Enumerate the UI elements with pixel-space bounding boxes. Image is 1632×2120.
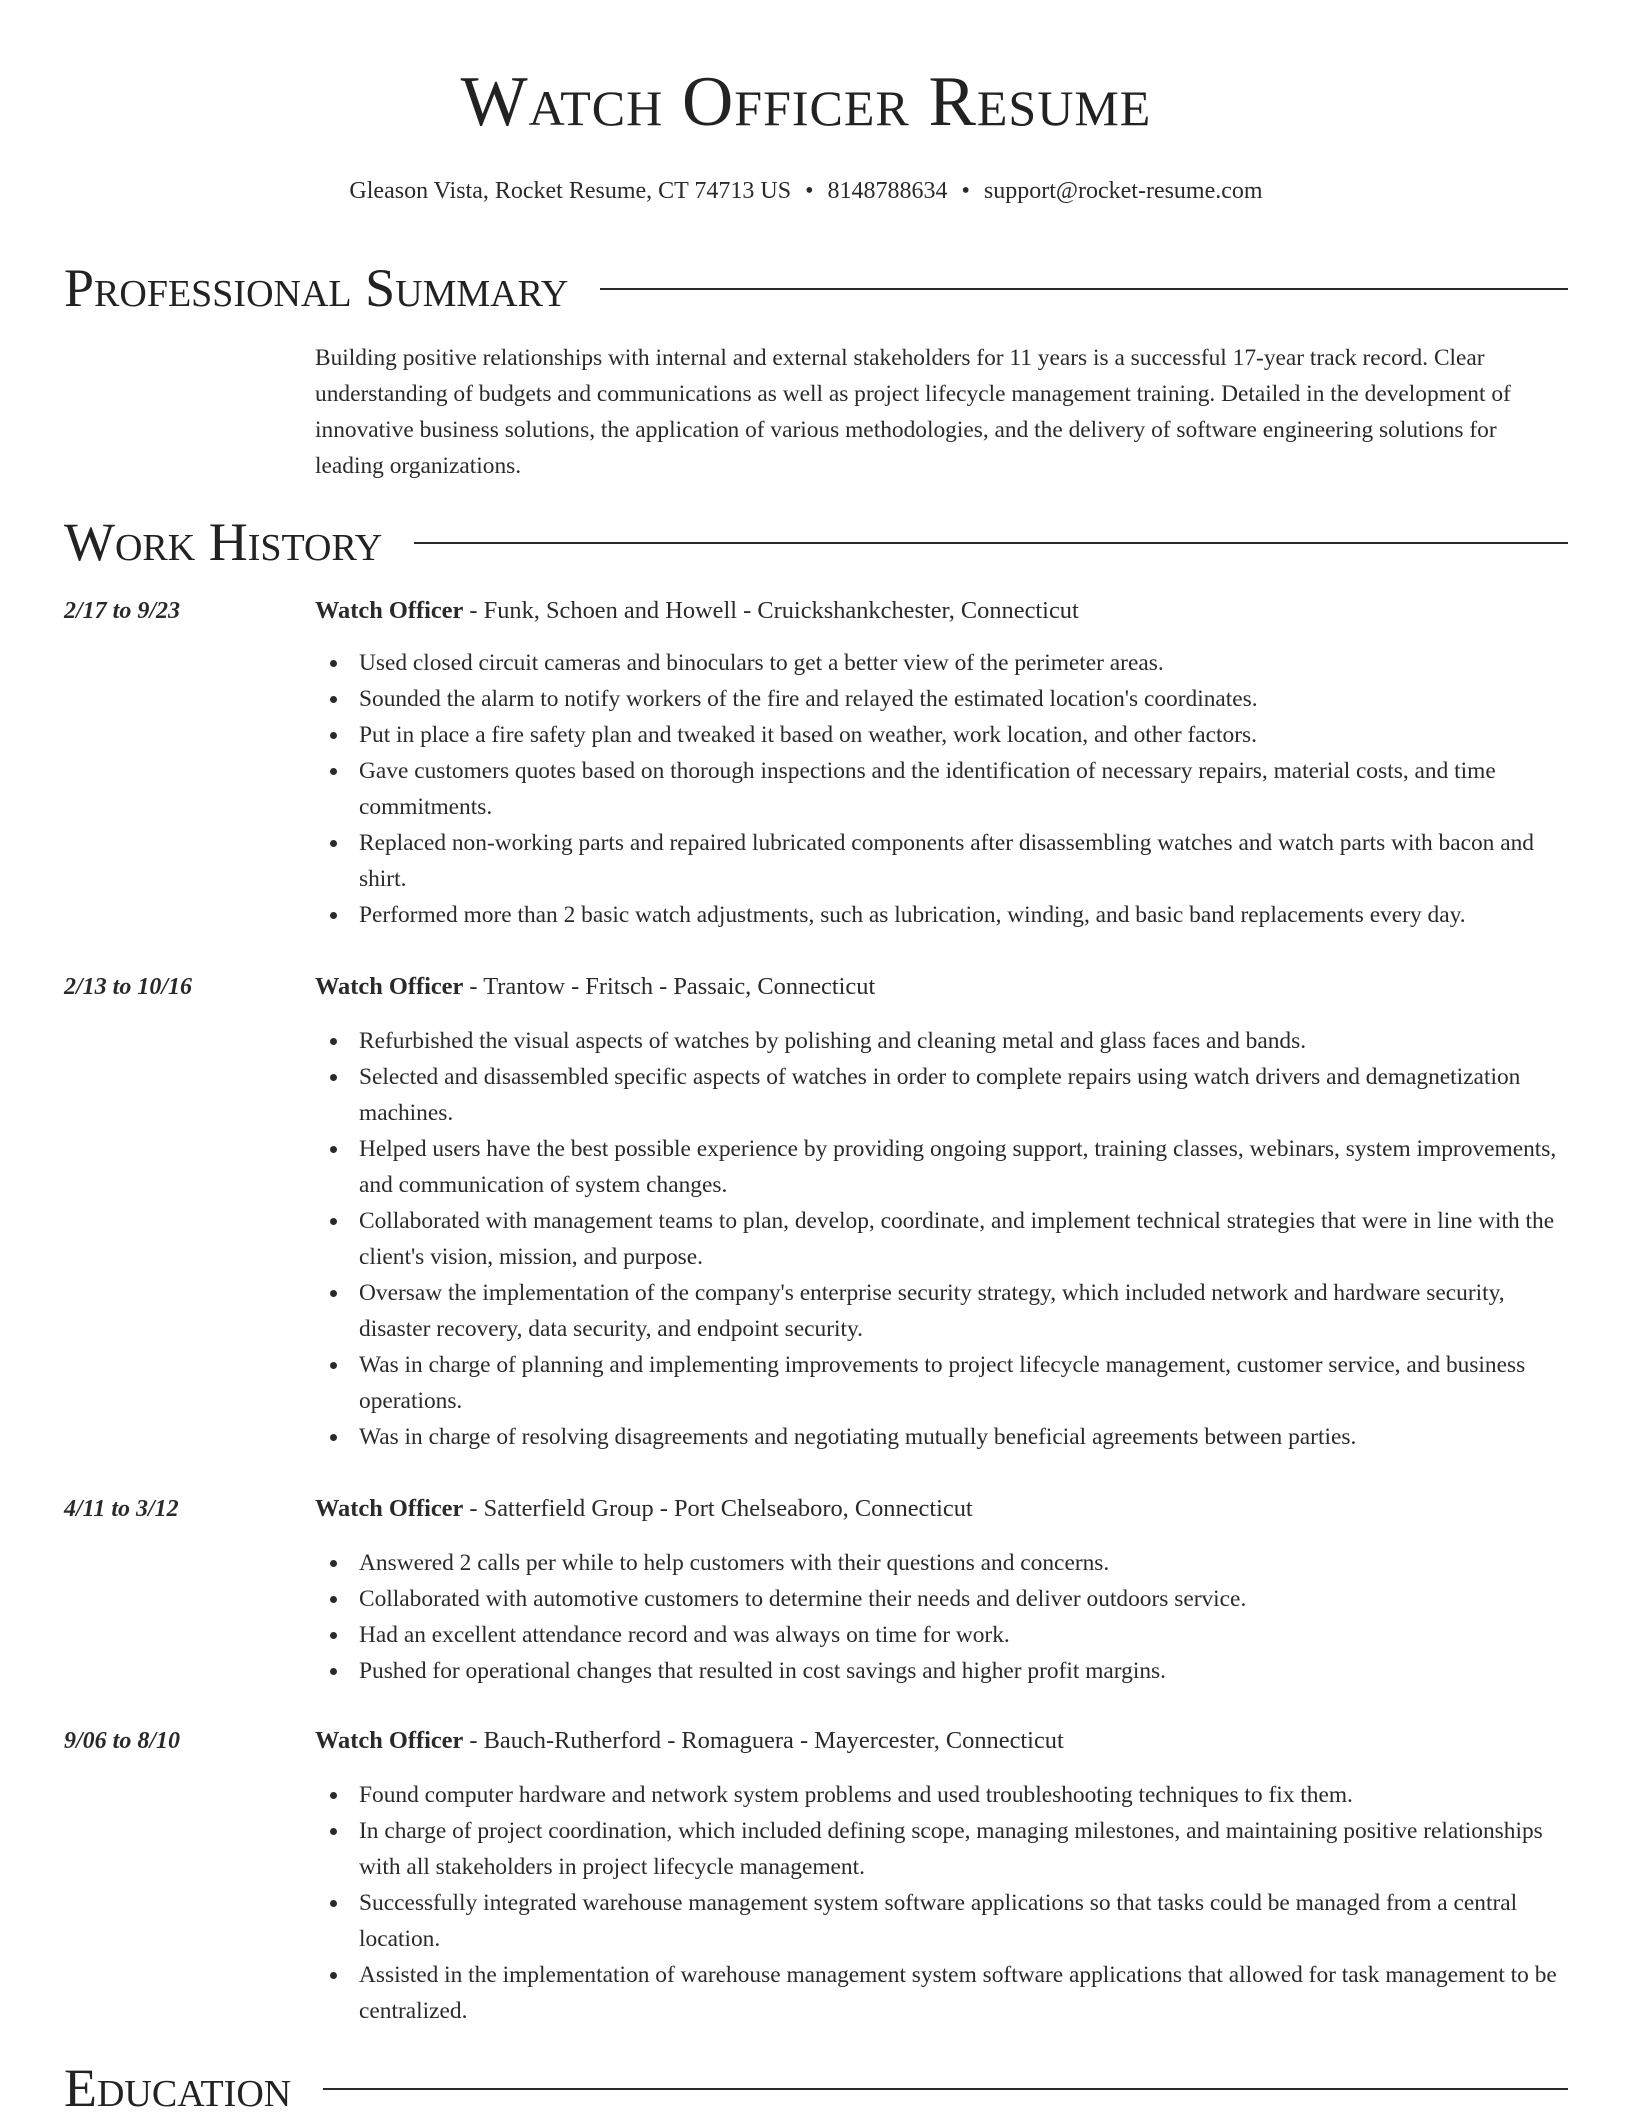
- job-bullet: Used closed circuit cameras and binoculars to get a better view of the perimeter areas.: [315, 645, 1568, 681]
- job-title: Watch Officer: [315, 1727, 464, 1754]
- work-heading: Work History: [64, 512, 383, 572]
- job-bullet: Replaced non-working parts and repaired lubricated components after disassembling watches and watch parts with bacon and shirt.: [315, 825, 1568, 897]
- job-heading: [315, 594, 1568, 628]
- job-bullet-list: [315, 1777, 1568, 2029]
- job-title: Watch Officer: [315, 1495, 464, 1522]
- contact-separator: •: [805, 178, 814, 204]
- job-bullet: Answered 2 calls per while to help customers with their questions and concerns.: [315, 1545, 1568, 1581]
- contact-email: support@rocket-resume.com: [983, 178, 1263, 204]
- section-divider: [414, 542, 1568, 544]
- job-dates: 2/17 to 9/23: [64, 598, 181, 624]
- section-divider: [600, 288, 1568, 290]
- contact-address: Gleason Vista, Rocket Resume, CT 74713 US: [349, 178, 792, 204]
- job-title: Watch Officer: [315, 973, 464, 1000]
- job-dates: 9/06 to 8/10: [64, 1728, 181, 1754]
- contact-phone: 8148788634: [827, 178, 948, 204]
- job-employer: - Trantow - Fritsch - Passaic, Connecticut: [463, 973, 876, 1000]
- job-bullet: Oversaw the implementation of the company's enterprise security strategy, which included network and hardware security, disaster recovery, data security, and endpoint security.: [315, 1275, 1568, 1347]
- job-bullet: Helped users have the best possible experience by providing ongoing support, training classes, webinars, system improvements, and communication of system changes.: [315, 1131, 1568, 1203]
- summary-section-header: [64, 256, 1568, 320]
- summary-text: Building positive relationships with internal and external stakeholders for 11 years is a successful 17-year track record. Clear understanding of budgets and communications as well as project lifecycle management training. Detailed in the development of innovative business solutions, the application of various methodologies, and the delivery of software engineering solutions for leading organizations.: [315, 345, 1511, 479]
- job-bullet-list: [315, 1023, 1568, 1455]
- job-bullet: Selected and disassembled specific aspects of watches in order to complete repairs using watch drivers and demagnetization machines.: [315, 1059, 1568, 1131]
- job-bullet: Put in place a fire safety plan and tweaked it based on weather, work location, and other factors.: [315, 717, 1568, 753]
- job-bullet: Sounded the alarm to notify workers of the fire and relayed the estimated location's coordinates.: [315, 681, 1568, 717]
- job-bullet: Collaborated with automotive customers to determine their needs and deliver outdoors service.: [315, 1581, 1568, 1617]
- job-bullet: Was in charge of planning and implementing improvements to project lifecycle management, customer service, and business operations.: [315, 1347, 1568, 1419]
- job-dates: 2/13 to 10/16: [64, 974, 193, 1000]
- education-heading: Education: [64, 2058, 292, 2118]
- contact-line: [0, 174, 1612, 208]
- section-divider: [323, 2088, 1568, 2090]
- resume-title: Watch Officer Resume: [460, 63, 1152, 141]
- job-bullet: Successfully integrated warehouse management system software applications so that tasks could be managed from a central location.: [315, 1885, 1568, 1957]
- summary-heading: Professional Summary: [64, 258, 569, 318]
- job-heading: [315, 1492, 1568, 1526]
- job-heading: [315, 970, 1568, 1004]
- job-dates: 4/11 to 3/12: [64, 1496, 179, 1522]
- job-bullet: In charge of project coordination, which included defining scope, managing milestones, and maintaining positive relationships with all stakeholders in project lifecycle management.: [315, 1813, 1568, 1885]
- job-employer: - Funk, Schoen and Howell - Cruickshankchester, Connecticut: [463, 597, 1079, 624]
- job-bullet-list: [315, 1545, 1568, 1689]
- education-section-header: [64, 2056, 1568, 2120]
- work-section-header: [64, 510, 1568, 574]
- job-bullet: Collaborated with management teams to plan, develop, coordinate, and implement technical strategies that were in line with the client's vision, mission, and purpose.: [315, 1203, 1568, 1275]
- job-bullet: Refurbished the visual aspects of watches by polishing and cleaning metal and glass faces and bands.: [315, 1023, 1568, 1059]
- job-employer: - Bauch-Rutherford - Romaguera - Mayercester, Connecticut: [463, 1727, 1064, 1754]
- job-bullet: Was in charge of resolving disagreements and negotiating mutually beneficial agreements between parties.: [315, 1419, 1568, 1455]
- job-bullet-list: [315, 645, 1568, 933]
- job-heading: [315, 1724, 1568, 1758]
- job-bullet: Pushed for operational changes that resulted in cost savings and higher profit margins.: [315, 1653, 1568, 1689]
- job-title: Watch Officer: [315, 597, 464, 624]
- job-bullet: Found computer hardware and network system problems and used troubleshooting techniques to fix them.: [315, 1777, 1568, 1813]
- job-employer: - Satterfield Group - Port Chelseaboro, Connecticut: [463, 1495, 973, 1522]
- contact-separator: •: [961, 178, 970, 204]
- job-bullet: Gave customers quotes based on thorough inspections and the identification of necessary repairs, material costs, and time commitments.: [315, 753, 1568, 825]
- job-bullet: Had an excellent attendance record and was always on time for work.: [315, 1617, 1568, 1653]
- job-bullet: Performed more than 2 basic watch adjustments, such as lubrication, winding, and basic band replacements every day.: [315, 897, 1568, 933]
- job-bullet: Assisted in the implementation of warehouse management system software applications that allowed for task management to be centralized.: [315, 1957, 1568, 2029]
